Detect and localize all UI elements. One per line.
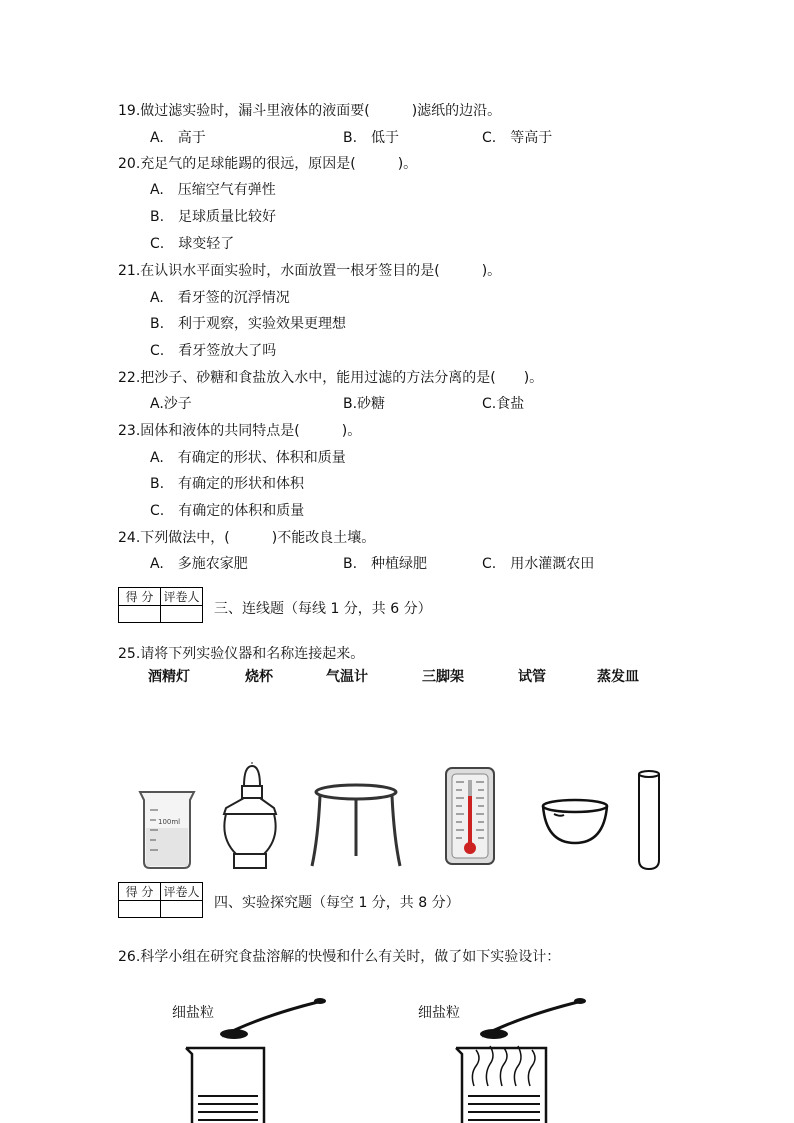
instrument-name-evaporating-dish: 蒸发皿 <box>597 669 639 685</box>
q24-option-c: C. 用水灌溉农田 <box>482 556 595 572</box>
salt-label-1: 细盐粒 <box>172 1005 214 1021</box>
q20-option-c: C. 球变轻了 <box>150 236 235 252</box>
salt-label-2: 细盐粒 <box>418 1005 460 1021</box>
beaker-image <box>136 788 200 870</box>
instrument-name-thermometer: 气温计 <box>326 669 368 685</box>
q19-option-a: A. 高于 <box>150 130 206 146</box>
question-23-stem: 23.固体和液体的共同特点是( )。 <box>118 423 362 439</box>
thermometer-image <box>444 766 496 866</box>
section-4-title: 四、实验探究题（每空 1 分，共 8 分） <box>214 895 460 911</box>
q21-option-c: C. 看牙签放大了吗 <box>150 343 277 359</box>
question-21-stem: 21.在认识水平面实验时，水面放置一根牙签目的是( )。 <box>118 263 502 279</box>
score-table-section-3 <box>118 587 203 623</box>
score-table-section-4 <box>118 882 203 918</box>
q20-option-b: B. 足球质量比较好 <box>150 209 277 225</box>
grader-cell <box>161 901 203 918</box>
question-20-stem: 20.充足气的足球能踢的很远，原因是( )。 <box>118 156 418 172</box>
q22-option-a: A.沙子 <box>150 396 192 412</box>
q20-option-a: A. 压缩空气有弹性 <box>150 182 276 198</box>
q22-option-b: B.砂糖 <box>343 396 386 412</box>
beaker-volume-mark: 100ml <box>158 818 181 826</box>
q22-option-c: C.食盐 <box>482 396 525 412</box>
q23-option-a: A. 有确定的形状、体积和质量 <box>150 450 346 466</box>
q24-option-a: A. 多施农家肥 <box>150 556 248 572</box>
q19-option-c: C. 等高于 <box>482 130 553 146</box>
test-tube-image <box>636 770 662 872</box>
question-25-stem: 25.请将下列实验仪器和名称连接起来。 <box>118 646 365 662</box>
evaporating-dish-image <box>540 797 610 847</box>
question-22-stem: 22.把沙子、砂糖和食盐放入水中，能用过滤的方法分离的是( )。 <box>118 370 544 386</box>
question-19-stem: 19.做过滤实验时，漏斗里液体的液面要( )滤纸的边沿。 <box>118 103 502 119</box>
score-label: 得 分 <box>119 883 161 901</box>
q19-option-b: B. 低于 <box>343 130 400 146</box>
instrument-name-tripod: 三脚架 <box>422 669 464 685</box>
grader-cell <box>161 606 203 623</box>
experiment-beaker-2-image <box>452 996 592 1123</box>
grader-label: 评卷人 <box>161 588 203 606</box>
section-3-title: 三、连线题（每线 1 分，共 6 分） <box>214 601 432 617</box>
instrument-name-alcohol-lamp: 酒精灯 <box>148 669 190 685</box>
instrument-name-test-tube: 试管 <box>518 669 546 685</box>
q23-option-b: B. 有确定的形状和体积 <box>150 476 305 492</box>
score-label: 得 分 <box>119 588 161 606</box>
q21-option-a: A. 看牙签的沉浮情况 <box>150 290 290 306</box>
experiment-beaker-1-image <box>182 996 332 1123</box>
score-cell <box>119 606 161 623</box>
question-24-stem: 24.下列做法中，( )不能改良土壤。 <box>118 530 376 546</box>
question-26-stem: 26.科学小组在研究食盐溶解的快慢和什么有关时，做了如下实验设计： <box>118 949 561 965</box>
q23-option-c: C. 有确定的体积和质量 <box>150 503 305 519</box>
q21-option-b: B. 利于观察，实验效果更理想 <box>150 316 347 332</box>
alcohol-lamp-image <box>216 762 284 872</box>
tripod-image <box>310 782 402 868</box>
score-cell <box>119 901 161 918</box>
q24-option-b: B. 种植绿肥 <box>343 556 428 572</box>
instrument-name-beaker: 烧杯 <box>245 669 273 685</box>
grader-label: 评卷人 <box>161 883 203 901</box>
